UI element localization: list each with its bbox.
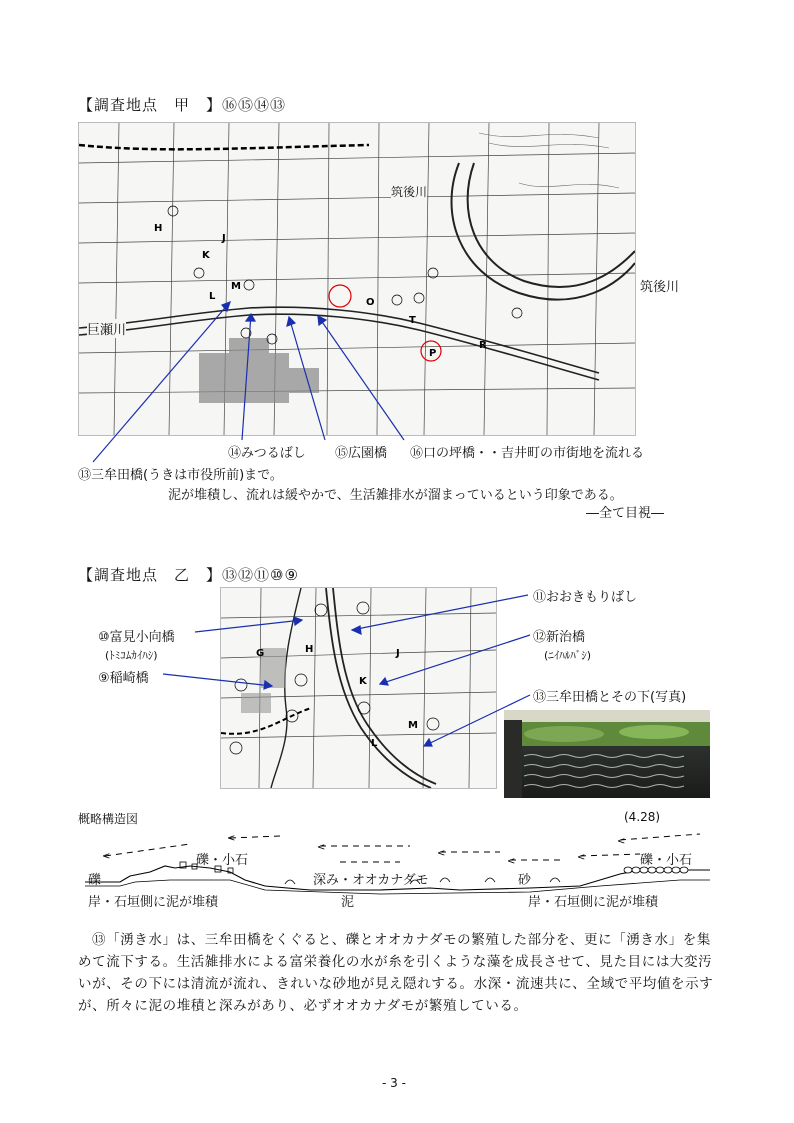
label-mud: 泥 bbox=[341, 895, 355, 910]
svg-text:J: J bbox=[222, 233, 226, 244]
label-sand: 砂 bbox=[518, 873, 532, 888]
label-bank-left: 岸・石垣側に泥が堆積 bbox=[88, 895, 219, 910]
label-10: ⑩富見小向橋 bbox=[98, 630, 175, 645]
svg-text:P: P bbox=[429, 348, 437, 359]
caption-14: ⑭みつるばし bbox=[228, 446, 306, 461]
section1-note: ―全て目視― bbox=[586, 506, 665, 521]
svg-text:R: R bbox=[479, 340, 487, 351]
label-kose: 巨瀬川 bbox=[87, 319, 126, 338]
label-chikugo-top: 筑後川 bbox=[391, 185, 428, 199]
svg-text:T: T bbox=[409, 315, 416, 326]
label-10-reading: (ﾄﾐｺﾑｶｲﾊｼ) bbox=[105, 649, 158, 662]
label-13: ⑬三牟田橋とその下(写真) bbox=[533, 690, 687, 705]
label-chikugo-right: 筑後川 bbox=[640, 280, 680, 295]
svg-text:<: < bbox=[577, 852, 586, 863]
svg-text:H: H bbox=[305, 644, 314, 655]
svg-text:O: O bbox=[366, 297, 375, 308]
section1-description: 泥が堆積し、流れは緩やかで、生活雑排水が溜まっているという印象である。 bbox=[168, 488, 623, 503]
svg-text:<: < bbox=[227, 833, 236, 844]
svg-text:<: < bbox=[437, 848, 446, 859]
svg-text:M: M bbox=[231, 281, 241, 292]
svg-text:<: < bbox=[507, 856, 516, 867]
page-number: - 3 - bbox=[382, 1076, 406, 1090]
label-gravel-stone-left: 礫・小石 bbox=[196, 853, 249, 868]
svg-text:<: < bbox=[102, 851, 111, 862]
caption-16: ⑯口の坪橋・・吉井町の市街地を流れる bbox=[410, 446, 645, 461]
caption-13: ⑬三牟田橋(うきは市役所前)まで。 bbox=[78, 468, 283, 483]
label-12-reading: (ﾆｲﾊﾙﾊﾞｼ) bbox=[544, 649, 592, 662]
svg-text:J: J bbox=[396, 648, 400, 659]
diagram-title: 概略構造図 bbox=[78, 812, 139, 826]
label-gravel-stone-right: 礫・小石 bbox=[640, 853, 693, 868]
section2-heading: 【調査地点 乙 】⑬⑫⑪⑩⑨ bbox=[78, 566, 299, 584]
label-gravel: 礫 bbox=[88, 873, 102, 888]
label-bank-right: 岸・石垣側に泥が堆積 bbox=[528, 895, 659, 910]
svg-text:H: H bbox=[154, 223, 163, 234]
svg-text:L: L bbox=[371, 738, 378, 749]
svg-text:L: L bbox=[209, 291, 216, 302]
label-9: ⑨稲崎橋 bbox=[98, 671, 149, 686]
svg-text:K: K bbox=[202, 250, 210, 261]
caption-15: ⑮広園橋 bbox=[335, 446, 388, 461]
section1-arrows bbox=[0, 0, 794, 480]
section1-heading: 【調査地点 甲 】⑯⑮⑭⑬ bbox=[78, 96, 287, 114]
diagram-date: (4.28) bbox=[624, 810, 661, 824]
svg-text:<: < bbox=[617, 836, 626, 847]
svg-text:<: < bbox=[317, 842, 326, 853]
label-11: ⑪おおきもりばし bbox=[533, 590, 638, 605]
body-paragraph: ⑬「湧き水」は、三牟田橋をくぐると、礫とオオカナダモの繁殖した部分を、更に「湧き水」を集めて流下する。生活雑排水による富栄養化の水が糸を引くような藻を成長させて、見た目には大変汚いが、その下には清流が流れ、きれいな砂地が見え隠れする。水深・流速共に、全域で平均値を示すが、所々に泥の堆積と深みがあり、必ずオオカナダモが繁殖している。 bbox=[78, 932, 714, 1014]
svg-text:G: G bbox=[256, 648, 265, 659]
svg-text:M: M bbox=[408, 720, 418, 731]
label-12: ⑫新治橋 bbox=[533, 630, 586, 645]
label-deep-waterweed: 深み・オオカナダモ bbox=[313, 873, 429, 888]
svg-text:K: K bbox=[359, 676, 367, 687]
